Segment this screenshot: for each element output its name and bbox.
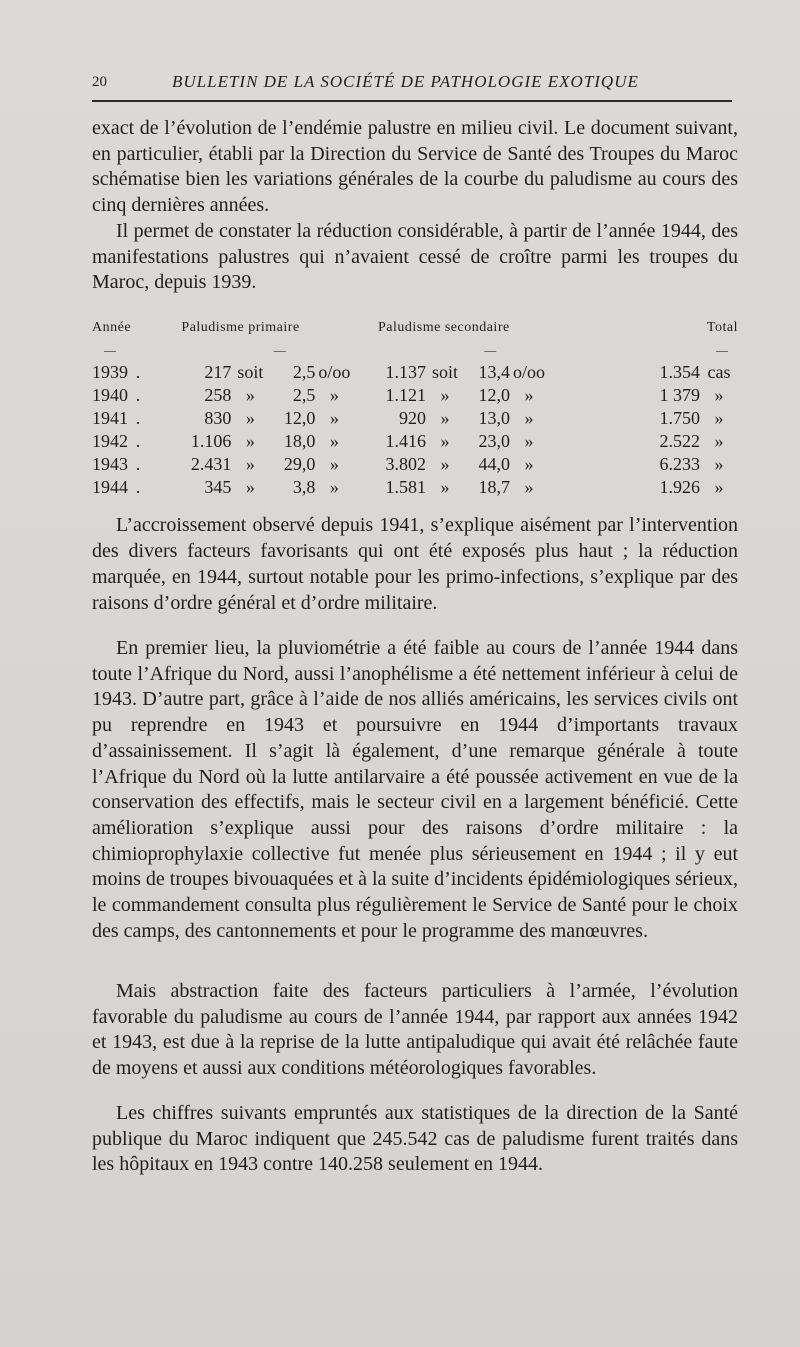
primary-count: 1.106 <box>190 431 232 451</box>
total-unit: » <box>714 385 724 405</box>
cell-secondary <box>378 407 603 430</box>
primary-unit: » <box>329 431 339 451</box>
year-value: 1942 <box>92 431 128 451</box>
table-dash-row <box>92 338 738 361</box>
secondary-unit: » <box>524 385 534 405</box>
table-row <box>92 407 738 430</box>
total-value: 1.926 <box>659 477 700 497</box>
cell-year <box>92 430 181 453</box>
secondary-rate: 44,0 <box>478 454 511 474</box>
header-total: Total <box>706 320 738 335</box>
running-head <box>92 70 732 100</box>
dash-total: — <box>716 342 728 357</box>
cell-secondary <box>378 384 603 407</box>
secondary-soit: » <box>440 431 450 451</box>
primary-count: 258 <box>204 385 232 405</box>
primary-soit: » <box>245 454 255 474</box>
primary-rate: 12,0 <box>283 408 316 428</box>
dash-year: — <box>104 342 116 357</box>
total-unit: » <box>714 477 724 497</box>
total-value: 1.750 <box>659 408 700 428</box>
cell-primary <box>181 361 378 384</box>
cell-primary <box>181 453 378 476</box>
table-header-row <box>92 320 738 338</box>
cell-year <box>92 384 181 407</box>
primary-rate: 2,5 <box>292 362 316 382</box>
cell-total <box>603 407 738 430</box>
cell-primary <box>181 476 378 499</box>
table-row <box>92 361 738 384</box>
table-body <box>92 361 738 499</box>
total-unit: » <box>714 454 724 474</box>
paragraph-first-reason: En premier lieu, la pluviométrie a été faible au cours de l’année 1944 dans toute l’Afrique du Nord, aussi l’anophélisme a été nettement inférieur à celui de 1943. D’autre part, grâce à l’aide de nos alliés américains, les services civils ont pu reprendre en 1943 et poursuivre en 1944 d’importants travaux d’assainissement. Il s’agit là également, d’une remarque générale à toute l’Afrique du Nord où la lutte antilarvaire a été poussée activement en vue de la conservation des effectifs, mais le secteur civil en a largement bénéficié. Cette amélioration s’explique aussi pour des raisons d’ordre militaire : la chimioprophylaxie collective fut menée plus sérieusement en 1944 ; il y eut moins de troupes bivouaquées et à la suite d’incidents épidémiologiques sérieux, le commandement consulta plus régulièrement le Service de Santé pour le choix des camps, des cantonnements et pour le programme des manœuvres. <box>92 637 738 942</box>
primary-soit: » <box>245 477 255 497</box>
secondary-count: 1.121 <box>385 385 427 405</box>
leader-dot: . <box>135 385 141 405</box>
cell-year <box>92 453 181 476</box>
leader-dot: . <box>135 477 141 497</box>
dash-primary: — <box>273 342 286 357</box>
cell-secondary <box>378 361 603 384</box>
cell-total <box>603 453 738 476</box>
primary-count: 345 <box>204 477 232 497</box>
journal-title: BULLETIN DE LA SOCIÉTÉ DE PATHOLOGIE EXOTIQUE <box>172 72 639 91</box>
paragraph-abstraction: Mais abstraction faite des facteurs particuliers à l’armée, l’évolution favorable du paludisme au cours de l’année 1944, par rapport aux années 1942 et 1943, est due à la reprise de la lutte antipaludique qui avait été relâchée faute de moyens et aussi aux conditions météorologiques favorables. <box>92 980 738 1080</box>
primary-soit: » <box>245 408 255 428</box>
total-unit: » <box>714 431 724 451</box>
secondary-rate: 13,0 <box>478 408 511 428</box>
total-value: 2.522 <box>659 431 700 451</box>
paragraph-reduction: Il permet de constater la réduction considérable, à partir de l’année 1944, des manifestations palustres qui n’avaient cessé de croître parmi les troupes du Maroc, depuis 1939. <box>92 220 738 294</box>
year-value: 1941 <box>92 408 128 428</box>
total-value: 1.354 <box>659 362 700 382</box>
header-rule <box>92 100 732 102</box>
cell-year <box>92 476 181 499</box>
primary-rate: 18,0 <box>283 431 316 451</box>
cell-year <box>92 361 181 384</box>
secondary-count: 1.137 <box>385 362 427 382</box>
header-secondary: Paludisme secondaire <box>378 320 510 335</box>
cell-year <box>92 407 181 430</box>
secondary-soit: » <box>440 477 450 497</box>
leader-dot: . <box>135 431 141 451</box>
secondary-count: 1.581 <box>385 477 427 497</box>
cell-primary <box>181 430 378 453</box>
table-row <box>92 430 738 453</box>
primary-rate: 3,8 <box>292 477 316 497</box>
secondary-soit: » <box>440 408 450 428</box>
year-value: 1944 <box>92 477 128 497</box>
cell-secondary <box>378 430 603 453</box>
secondary-unit: » <box>524 477 534 497</box>
secondary-rate: 18,7 <box>478 477 511 497</box>
table-row <box>92 384 738 407</box>
secondary-count: 3.802 <box>385 454 427 474</box>
secondary-soit: » <box>440 454 450 474</box>
secondary-rate: 23,0 <box>478 431 511 451</box>
primary-unit: o/oo <box>318 362 351 382</box>
secondary-unit: » <box>524 408 534 428</box>
leader-dot: . <box>135 408 141 428</box>
year-value: 1939 <box>92 362 128 382</box>
leader-dot: . <box>135 362 141 382</box>
primary-rate: 2,5 <box>292 385 316 405</box>
cell-secondary <box>378 453 603 476</box>
total-value: 6.233 <box>659 454 700 474</box>
primary-count: 2.431 <box>190 454 232 474</box>
header-primary: Paludisme primaire <box>181 320 300 335</box>
primary-unit: » <box>329 408 339 428</box>
total-value: 1 379 <box>659 385 700 405</box>
primary-unit: » <box>329 477 339 497</box>
cell-total <box>603 430 738 453</box>
page-number: 20 <box>92 74 107 90</box>
primary-unit: » <box>329 454 339 474</box>
paragraph-intro: exact de l’évolution de l’endémie palustre en milieu civil. Le document suivant, en particulier, établi par la Direction du Service de Santé des Troupes du Maroc schématise bien les variations générales de la courbe du paludisme au cours des cinq dernières années. <box>92 117 738 216</box>
header-year: Année <box>92 320 132 335</box>
leader-dot: . <box>135 454 141 474</box>
primary-count: 830 <box>204 408 232 428</box>
secondary-unit: o/oo <box>513 362 546 382</box>
table-row <box>92 453 738 476</box>
dash-secondary: — <box>484 342 497 357</box>
paragraph-figures: Les chiffres suivants empruntés aux statistiques de la direction de la Santé publique du Maroc indiquent que 245.542 cas de paludisme furent traités dans les hôpitaux en 1943 contre 140.258 seulement en 1944. <box>92 1102 738 1176</box>
cell-total <box>603 361 738 384</box>
total-unit: » <box>714 408 724 428</box>
total-unit: cas <box>707 362 731 382</box>
cell-primary <box>181 384 378 407</box>
year-value: 1940 <box>92 385 128 405</box>
cell-primary <box>181 407 378 430</box>
primary-unit: » <box>329 385 339 405</box>
secondary-count: 1.416 <box>385 431 427 451</box>
secondary-rate: 12,0 <box>478 385 511 405</box>
year-value: 1943 <box>92 454 128 474</box>
secondary-rate: 13,4 <box>478 362 511 382</box>
primary-soit: » <box>245 385 255 405</box>
cell-total <box>603 384 738 407</box>
paragraph-increase: L’accroissement observé depuis 1941, s’explique aisément par l’intervention des divers facteurs favorisants qui ont été exposés plus haut ; la réduction marquée, en 1944, surtout notable pour les primo-infections, s’explique par des raisons d’ordre général et d’ordre militaire. <box>92 514 738 614</box>
cell-total <box>603 476 738 499</box>
table-row <box>92 476 738 499</box>
secondary-unit: » <box>524 431 534 451</box>
primary-soit: soit <box>237 362 264 382</box>
malaria-statistics-table <box>92 320 738 499</box>
secondary-count: 920 <box>399 408 427 428</box>
cell-secondary <box>378 476 603 499</box>
secondary-soit: » <box>440 385 450 405</box>
secondary-unit: » <box>524 454 534 474</box>
primary-count: 217 <box>204 362 232 382</box>
secondary-soit: soit <box>432 362 459 382</box>
primary-rate: 29,0 <box>283 454 316 474</box>
primary-soit: » <box>245 431 255 451</box>
